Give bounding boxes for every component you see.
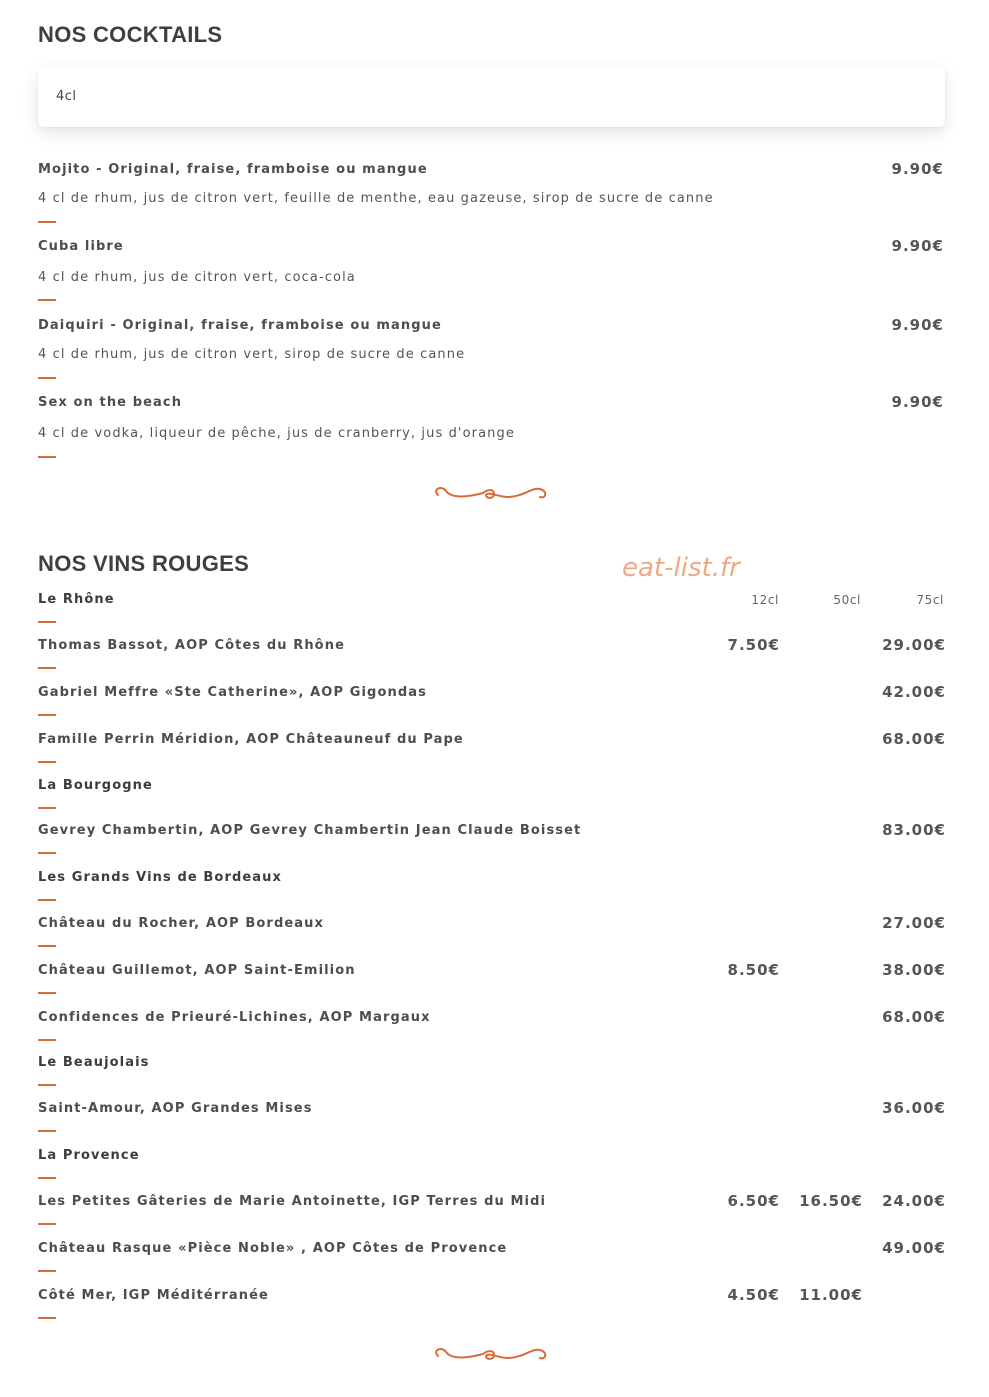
divider-dash (38, 1177, 56, 1179)
divider-dash (38, 1317, 56, 1319)
cocktail-desc: 4 cl de rhum, jus de citron vert, sirop de sucre de canne (38, 347, 466, 362)
column-75cl: 75cl (916, 593, 944, 607)
divider-dash (38, 456, 56, 458)
wine-price-75cl: 83.00€ (882, 821, 946, 839)
divider-dash (38, 299, 56, 301)
column-12cl: 12cl (751, 593, 779, 607)
wines-title: NOS VINS ROUGES (38, 551, 250, 576)
divider-dash (38, 1084, 56, 1086)
divider-dash (38, 667, 56, 669)
cocktails-unit-box: 4cl (38, 67, 945, 127)
cocktail-name: Sex on the beach (38, 395, 183, 410)
divider-dash (38, 945, 56, 947)
divider-dash (38, 621, 56, 623)
divider-dash (38, 992, 56, 994)
cocktail-name: Daiquiri - Original, fraise, framboise ou mangue (38, 318, 442, 333)
cocktails-title: NOS COCKTAILS (38, 22, 223, 47)
wine-region: Le Rhône (38, 592, 115, 607)
divider-dash (38, 761, 56, 763)
wine-price-12cl: 7.50€ (727, 636, 780, 654)
divider-dash (38, 714, 56, 716)
divider-dash (38, 1039, 56, 1041)
wine-region: La Provence (38, 1148, 140, 1163)
wine-name: Les Petites Gâteries de Marie Antoinette, IGP Terres du Midi (38, 1194, 547, 1209)
divider-dash (38, 899, 56, 901)
column-50cl: 50cl (833, 593, 861, 607)
wine-name: Famille Perrin Méridion, AOP Châteauneuf du Pape (38, 732, 464, 747)
wine-price-75cl: 42.00€ (882, 683, 946, 701)
wine-price-75cl: 49.00€ (882, 1239, 946, 1257)
wine-name: Saint-Amour, AOP Grandes Mises (38, 1101, 313, 1116)
wine-price-12cl: 4.50€ (727, 1286, 780, 1304)
wine-price-12cl: 8.50€ (727, 961, 780, 979)
wine-price-75cl: 36.00€ (882, 1099, 946, 1117)
divider-dash (38, 377, 56, 379)
wine-price-50cl: 11.00€ (799, 1286, 863, 1304)
cocktail-price: 9.90€ (891, 160, 944, 178)
divider-dash (38, 221, 56, 223)
divider-dash (38, 852, 56, 854)
wine-price-75cl: 24.00€ (882, 1192, 946, 1210)
wine-name: Côté Mer, IGP Méditérranée (38, 1288, 269, 1303)
ornament-flourish-icon (428, 1344, 554, 1368)
cocktail-desc: 4 cl de rhum, jus de citron vert, feuille de menthe, eau gazeuse, sirop de sucre de canne (38, 191, 714, 206)
wine-name: Château Rasque «Pièce Noble» , AOP Côtes de Provence (38, 1241, 508, 1256)
cocktail-price: 9.90€ (891, 393, 944, 411)
cocktail-name: Cuba libre (38, 239, 124, 254)
divider-dash (38, 1223, 56, 1225)
wine-price-75cl: 29.00€ (882, 636, 946, 654)
wine-name: Château du Rocher, AOP Bordeaux (38, 916, 324, 931)
divider-dash (38, 1130, 56, 1132)
cocktail-desc: 4 cl de rhum, jus de citron vert, coca-cola (38, 270, 356, 285)
cocktail-price: 9.90€ (891, 316, 944, 334)
wine-region: Les Grands Vins de Bordeaux (38, 870, 282, 885)
cocktail-price: 9.90€ (891, 237, 944, 255)
wine-price-12cl: 6.50€ (727, 1192, 780, 1210)
wine-region: Le Beaujolais (38, 1055, 150, 1070)
cocktail-desc: 4 cl de vodka, liqueur de pêche, jus de cranberry, jus d'orange (38, 426, 515, 441)
wine-price-75cl: 38.00€ (882, 961, 946, 979)
wine-price-75cl: 68.00€ (882, 1008, 946, 1026)
watermark: eat-list.fr (622, 553, 740, 583)
wine-name: Thomas Bassot, AOP Côtes du Rhône (38, 638, 345, 653)
wine-price-50cl: 16.50€ (799, 1192, 863, 1210)
divider-dash (38, 1270, 56, 1272)
wine-price-75cl: 27.00€ (882, 914, 946, 932)
wine-region: La Bourgogne (38, 778, 153, 793)
wine-name: Château Guillemot, AOP Saint-Emilion (38, 963, 356, 978)
wine-price-75cl: 68.00€ (882, 730, 946, 748)
cocktail-name: Mojito - Original, fraise, framboise ou mangue (38, 162, 428, 177)
ornament-flourish-icon (428, 483, 554, 507)
wine-name: Gabriel Meffre «Ste Catherine», AOP Gigondas (38, 685, 427, 700)
divider-dash (38, 807, 56, 809)
wine-name: Confidences de Prieuré-Lichines, AOP Margaux (38, 1010, 431, 1025)
wine-name: Gevrey Chambertin, AOP Gevrey Chambertin Jean Claude Boisset (38, 823, 582, 838)
